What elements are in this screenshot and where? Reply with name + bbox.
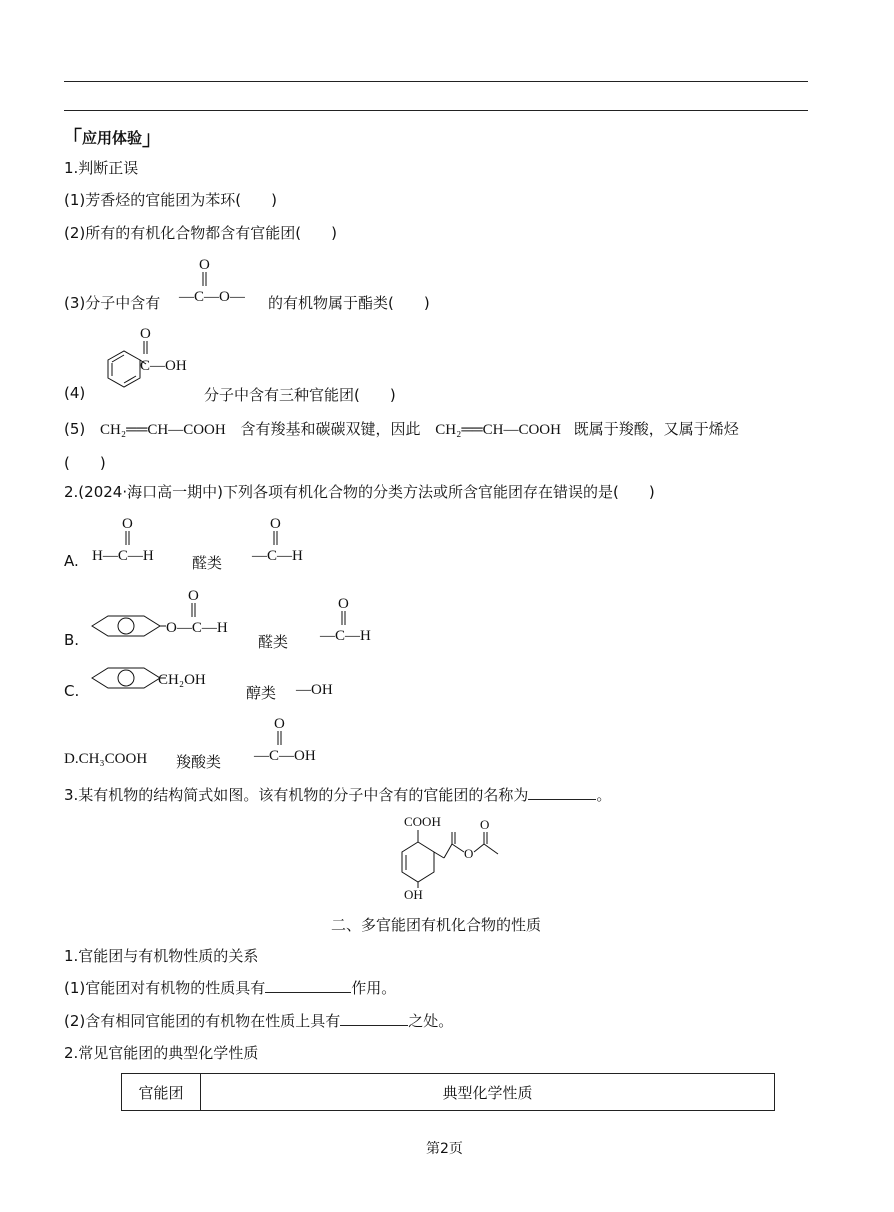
q1-item-3-suffix: 的有机物属于酯类( ) <box>268 294 430 312</box>
q2-option-c-class: 醇类 <box>246 684 277 702</box>
s2-p1a <box>64 977 396 998</box>
q3-end: 。 <box>596 786 612 804</box>
ester-formula-main: —C—O— <box>179 289 245 305</box>
aldehyde-group-b <box>318 592 398 648</box>
q2-title: 2.(2024·海口高一期中)下列各项有机化合物的分类方法或所含官能团存在错误的是( ) <box>64 483 655 501</box>
table-header-group: 官能团 <box>122 1074 201 1110</box>
benzyl-alcohol-structure <box>88 658 238 694</box>
q2-option-d <box>64 751 147 768</box>
q1-item-1: (1)芳香烃的官能团为苯环( ) <box>64 191 277 209</box>
structure-ester-o: O <box>464 846 474 861</box>
q2-option-a-class: 醛类 <box>192 554 223 572</box>
ester-formula-top: O <box>199 257 210 273</box>
q1-item-5-tail: ( ) <box>64 454 106 472</box>
q2-option-d-class: 羧酸类 <box>176 753 222 771</box>
benzoic-main: C—OH <box>140 358 187 374</box>
option-a-group-top: O <box>270 516 281 532</box>
formaldehyde-structure <box>90 512 170 568</box>
aldehyde-group-a <box>250 512 330 568</box>
option-a-compound: H—C—H <box>92 548 154 564</box>
s2-p1b-pre: (2)含有相同官能团的有机物在性质上具有 <box>64 1012 341 1030</box>
s2-p1a-pre: (1)官能团对有机物的性质具有 <box>64 979 266 997</box>
q1-item-4-prefix: (4) <box>64 384 86 402</box>
s2-p1b-blank[interactable] <box>340 1025 408 1026</box>
q1-item-2: (2)所有的有机化合物都含有官能团( ) <box>64 224 337 242</box>
q2-option-b-class: 醛类 <box>258 633 289 651</box>
molecule-structure <box>380 810 520 902</box>
structure-oh-label: OH <box>404 887 423 902</box>
q1-item-5-suffix: 既属于羧酸，又属于烯烃 <box>573 420 739 438</box>
option-a-compound-top: O <box>122 516 133 532</box>
option-c-compound: CH₂OH <box>158 672 206 688</box>
page-number: 第2页 <box>426 1141 463 1157</box>
q1-item-5-middle: 含有羧基和碳碳双键，因此 <box>240 420 421 438</box>
answer-line-2 <box>64 110 808 111</box>
properties-table <box>121 1073 775 1111</box>
option-b-group-top: O <box>338 596 349 612</box>
q1-item-5 <box>64 418 739 439</box>
ester-group-formula <box>175 253 265 309</box>
answer-line-1 <box>64 81 808 82</box>
s2-p1b-post: 之处。 <box>408 1012 454 1030</box>
q1-item-4-suffix: 分子中含有三种官能团( ) <box>204 386 396 404</box>
table-header-properties: 典型化学性质 <box>442 1083 533 1102</box>
benzoic-acid-structure <box>88 322 198 402</box>
carboxyl-group-d <box>252 712 342 768</box>
section-label-text: 应用体验 <box>82 129 143 147</box>
q1-title: 1.判断正误 <box>64 159 139 177</box>
s2-p2: 2.常见官能团的典型化学性质 <box>64 1044 259 1062</box>
q2-option-d-compound: CH₃COOH <box>78 751 148 767</box>
s2-p1a-post: 作用。 <box>351 979 397 997</box>
q1-item-5-prefix: (5) <box>64 420 86 438</box>
s2-p1: 1.官能团与有机物性质的关系 <box>64 947 259 965</box>
structure-carbonyl-o: O <box>480 817 490 832</box>
s2-p1a-blank[interactable] <box>265 992 351 993</box>
q2-option-c-letter: C. <box>64 682 80 700</box>
option-d-group: —C—OH <box>254 748 316 764</box>
option-d-group-top: O <box>274 716 285 732</box>
q2-option-a-letter: A. <box>64 552 79 570</box>
acrylic-acid-formula-1: CH₂══CH—COOH <box>100 422 226 438</box>
section-label: 「应用体验」 <box>62 126 163 150</box>
q3-answer-blank[interactable] <box>528 799 596 800</box>
benzoic-top-o: O <box>140 326 151 342</box>
s2-p1b <box>64 1010 453 1031</box>
q3-text <box>64 784 611 805</box>
option-a-group: —C—H <box>252 548 303 564</box>
q2-option-c-group: —OH <box>296 682 333 698</box>
q3-question: 3.某有机物的结构简式如图。该有机物的分子中含有的官能团的名称为 <box>64 786 529 804</box>
option-b-compound: O—C—H <box>166 620 228 636</box>
option-b-compound-top: O <box>188 588 199 604</box>
q1-item-3-prefix: (3)分子中含有 <box>64 294 161 312</box>
option-b-group: —C—H <box>320 628 371 644</box>
section-2-title: 二、多官能团有机化合物的性质 <box>331 916 542 934</box>
q2-option-b-letter: B. <box>64 631 80 649</box>
phenyl-formate-structure <box>88 584 248 646</box>
structure-cooh-label: COOH <box>404 814 441 829</box>
q2-option-d-letter: D. <box>64 751 79 767</box>
acrylic-acid-formula-2: CH₂══CH—COOH <box>435 422 561 438</box>
